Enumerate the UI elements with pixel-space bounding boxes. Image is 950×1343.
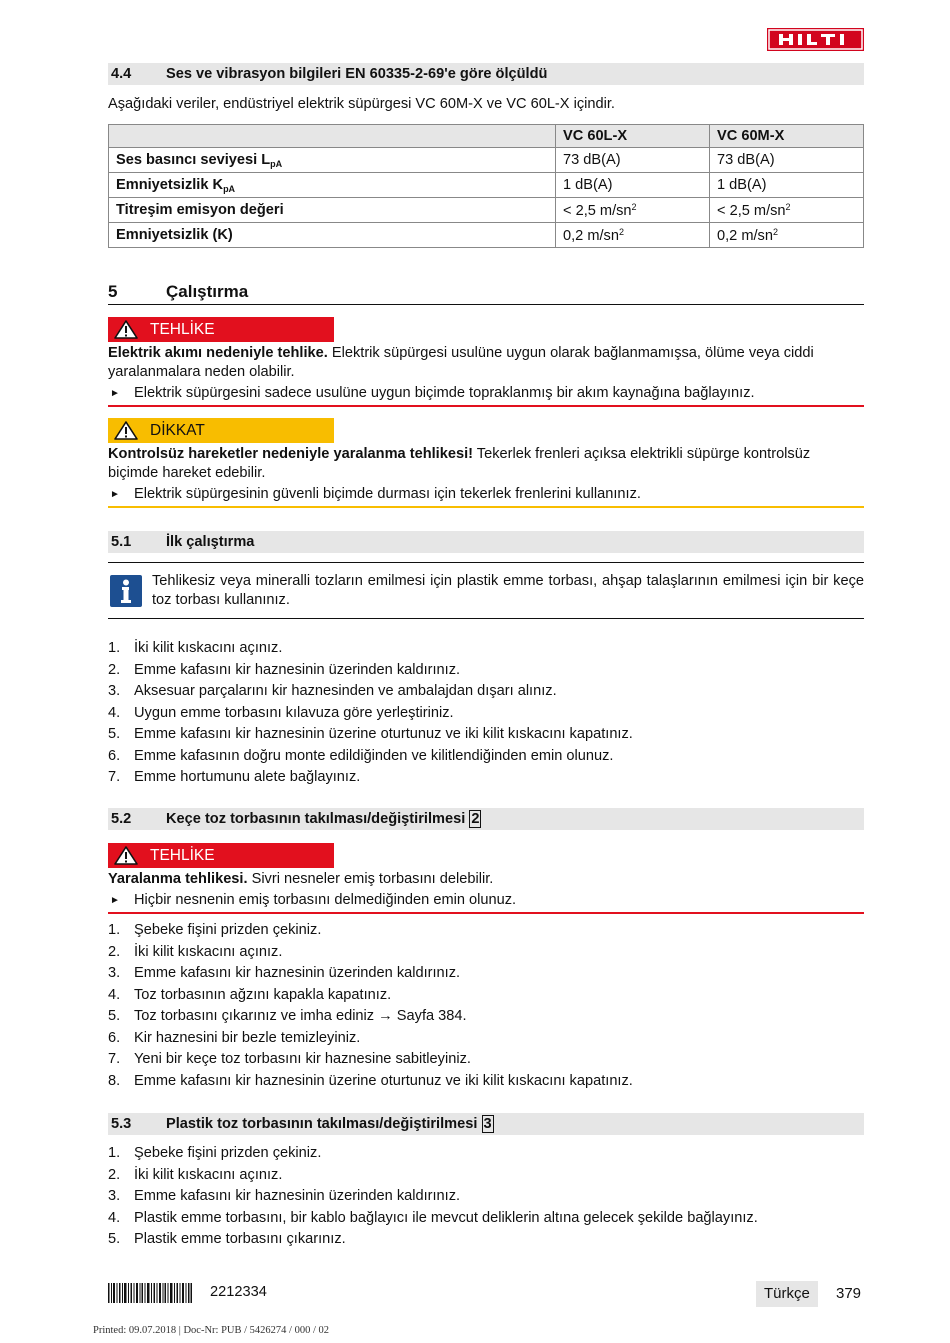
danger-label: TEHLİKE [150, 847, 215, 864]
list-item: 7. Yeni bir keçe toz torbasını kir haznesine sabitleyiniz. [108, 1051, 471, 1067]
section-title: İlk çalıştırma [166, 534, 255, 550]
list-item: 2. İki kilit kıskacını açınız. [108, 1166, 283, 1183]
language-label: Türkçe [764, 1285, 810, 1302]
section-4-4-header [108, 63, 864, 85]
list-item: 4. Uygun emme torbasını kılavuza göre yerleştiriniz. [108, 704, 454, 721]
caution-rule [108, 506, 864, 508]
table-cell: 0,2 $m/sn^2$ [556, 223, 710, 248]
caution-label: DİKKAT [150, 422, 205, 439]
page-link[interactable]: Toz torbasını çıkarınız ve imha ediniz → Sayfa 384. [134, 1008, 467, 1024]
table-cell: < 2,5 $m/sn^2$ [710, 198, 864, 223]
hilti-logo [767, 28, 864, 51]
bullet-icon: ► [110, 895, 120, 906]
info-top-rule [108, 562, 864, 563]
section-5-3-header [108, 1113, 864, 1135]
section-number: 5.3 [111, 1116, 132, 1132]
table-cell: 73 dB(A) [556, 148, 710, 173]
section-number: 5.2 [111, 811, 132, 827]
table-cell: 1 dB(A) [710, 173, 864, 198]
danger-rule [108, 405, 864, 407]
list-item: 3. Emme kafasını kir haznesinin üzerinden kaldırınız. [108, 1188, 461, 1204]
print-info: Printed: 09.07.2018 | Doc-Nr: PUB / 5426274 / 000 / 02 [93, 1325, 330, 1336]
section-5-1-header [108, 531, 864, 553]
bullet-icon: ► [110, 388, 120, 399]
table-header-cell: VC 60L-X [556, 125, 710, 148]
section-title: Plastik toz torbasının takılması/değiştirilmesi 3 [166, 1116, 492, 1132]
section-4-4-intro: Aşağıdaki veriler, endüstriyel elektrik süpürgesi VC 60M-X ve VC 60L-X içindir. [108, 96, 615, 112]
figure-reference: 2 [471, 811, 480, 827]
section-5-2-steps [108, 921, 864, 1093]
table-cell: 73 dB(A) [710, 148, 864, 173]
table-header-row [109, 125, 864, 148]
section-number: 5.1 [111, 534, 132, 550]
doc-code: 2212334 [210, 1284, 267, 1300]
info-bottom-rule [108, 618, 864, 619]
table-row [109, 198, 864, 223]
table-row-label: Emniyetsizlik $K_{pA}$ [109, 173, 556, 198]
info-icon [110, 575, 142, 607]
list-item: 5. Toz torbasını çıkarınız ve imha ediniz → Sayfa 384. [108, 1008, 467, 1024]
bullet-icon: ► [110, 489, 120, 500]
table-row [109, 223, 864, 248]
table-row-label: Ses basıncı seviyesi $L_{pA}$ [109, 148, 556, 173]
danger-label: TEHLİKE [150, 321, 215, 338]
warning-3-text: Yaralanma tehlikesi. Sivri nesneler emiş torbasını delebilir. [108, 871, 494, 887]
chapter-title: Çalıştırma [166, 282, 249, 301]
list-item: 2. Emme kafasını kir haznesinin üzerinden kaldırınız. [108, 661, 461, 678]
warning-triangle-icon [114, 846, 138, 865]
warning-triangle-icon [114, 421, 138, 440]
list-item: 7. Emme hortumunu alete bağlayınız. [108, 769, 361, 785]
section-title: Keçe toz torbasının takılması/değiştirilmesi 2 [166, 811, 480, 827]
noise-vibration-table [108, 124, 864, 248]
info-note: Tehlikesiz veya mineralli tozların emilmesi için plastik emme torbası, ahşap talaşlarının emilmesi için bir keçe toz torbası kullanınız. [152, 573, 864, 608]
table-row-label: Emniyetsizlik (K) [109, 223, 556, 248]
warning-1-text: Elektrik akımı nedeniyle tehlike. Elektrik süpürgesi usulüne uygun olarak bağlanmamışsa, ölüme veya ciddi yaralanmalara neden olabilir. [108, 345, 814, 380]
list-item: 4. Plastik emme torbasını, bir kablo bağlayıcı ile mevcut deliklerin altına gelecek şekilde bağlayınız. [108, 1209, 758, 1226]
caution-badge [108, 418, 334, 443]
table-row-label: Titreşim emisyon değeri [109, 198, 556, 223]
table-header-cell: VC 60M-X [710, 125, 864, 148]
table-cell: 0,2 $m/sn^2$ [710, 223, 864, 248]
barcode-icon [108, 1283, 192, 1303]
table-cell: < 2,5 $m/sn^2$ [556, 198, 710, 223]
danger-badge [108, 317, 334, 342]
chapter-number: 5 [108, 282, 118, 301]
list-item: 1. İki kilit kıskacını açınız. [108, 640, 283, 656]
section-title: Ses ve vibrasyon bilgileri EN 60335-2-69'e göre ölçüldü [166, 66, 548, 82]
section-number: 4.4 [111, 66, 132, 82]
page-number: 379 [836, 1285, 862, 1302]
list-item: 4. Toz torbasının ağzını kapakla kapatınız. [108, 986, 392, 1003]
table-header-cell [109, 125, 556, 148]
section-5-3-steps [108, 1144, 864, 1252]
list-item: 3. Aksesuar parçalarını kir haznesinden ve ambalajdan dışarı alınız. [108, 683, 557, 699]
list-item: 6. Emme kafasının doğru monte edildiğinden ve kilitlendiğinden emin olunuz. [108, 747, 614, 764]
danger-badge [108, 843, 334, 868]
list-item: 1. Şebeke fişini prizden çekiniz. [108, 922, 322, 938]
warning-2-text: Kontrolsüz hareketler nedeniyle yaralanma tehlikesi! Tekerlek frenleri açıksa elektrikli süpürge kontrolsüz biçimde hareket edebilir. [108, 446, 811, 481]
list-item: 2. İki kilit kıskacını açınız. [108, 943, 283, 960]
section-5-2-header [108, 808, 864, 830]
table-cell: 1 dB(A) [556, 173, 710, 198]
table-row [109, 173, 864, 198]
table-row [109, 148, 864, 173]
chapter-5-heading [108, 282, 864, 305]
list-item: 8. Emme kafasını kir haznesinin üzerine oturtunuz ve iki kilit kıskacını kapatınız. [108, 1072, 633, 1089]
list-item: 6. Kir haznesini bir bezle temizleyiniz. [108, 1029, 361, 1046]
language-tab [756, 1281, 818, 1307]
danger-rule [108, 912, 864, 914]
list-item: 5. Plastik emme torbasını çıkarınız. [108, 1231, 346, 1247]
figure-reference: 3 [483, 1116, 492, 1132]
list-item: 3. Emme kafasını kir haznesinin üzerinden kaldırınız. [108, 965, 461, 981]
warning-triangle-icon [114, 320, 138, 339]
section-5-1-steps [108, 639, 864, 790]
list-item: 1. Şebeke fişini prizden çekiniz. [108, 1145, 322, 1161]
list-item: 5. Emme kafasını kir haznesinin üzerine oturtunuz ve iki kilit kıskacını kapatınız. [108, 726, 633, 742]
